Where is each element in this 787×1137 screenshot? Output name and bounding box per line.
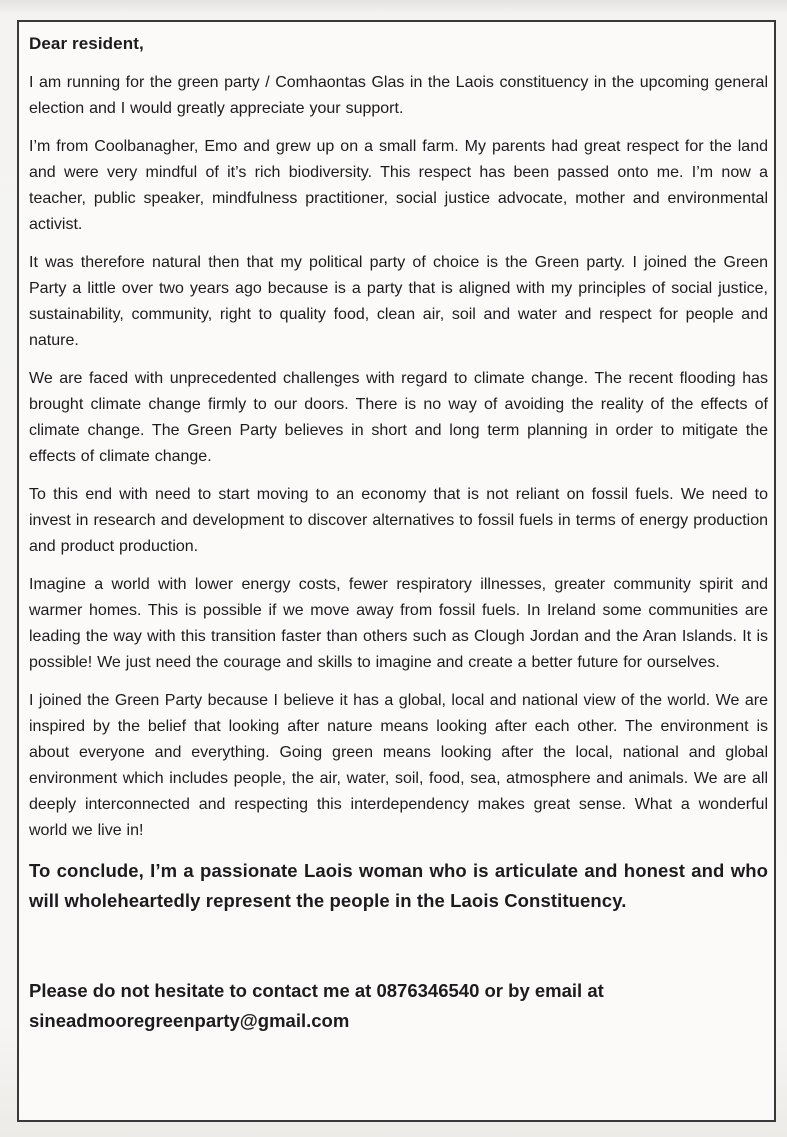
paragraph-imagine: Imagine a world with lower energy costs, fewer respiratory illnesses, greater community spirit and warmer homes. This is possible if we move away from fossil fuels. In Ireland some communities are leading the way with this transition faster than others such as Clough Jordan and the Aran Islands. It is possible! We just need the courage and skills to imagine and create a better future for ourselves. xyxy=(29,576,768,671)
closing-paragraph: To conclude, I’m a passionate Laois woman who is articulate and honest and who will wholeheartedly represent the people in the Laois Constituency. xyxy=(29,860,768,911)
contact-paragraph: Please do not hesitate to contact me at 0876346540 or by email at sineadmooregreenparty@gmail.com xyxy=(29,980,604,1031)
paragraph-background: I’m from Coolbanagher, Emo and grew up on a small farm. My parents had great respect for the land and were very mindful of it’s rich biodiversity. This respect has been passed onto me. I’m now a teacher, public speaker, mindfulness practitioner, social justice advocate, mother and environmental activist. xyxy=(29,138,768,233)
paragraph-global-view: I joined the Green Party because I believe it has a global, local and national view of the world. We are inspired by the belief that looking after nature means looking after each other. The environment is about everyone and everything. Going green means looking after the local, national and global environment which includes people, the air, water, soil, food, sea, atmosphere and animals. We are all deeply interconnected and respecting this interdependency makes great sense. What a wonderful world we live in! xyxy=(29,692,768,839)
letter-border-box xyxy=(17,20,776,1122)
paragraph-economy: To this end with need to start moving to an economy that is not reliant on fossil fuels. We need to invest in research and development to discover alternatives to fossil fuels in terms of energy production and product production. xyxy=(29,486,768,555)
paragraph-intro: I am running for the green party / Comhaontas Glas in the Laois constituency in the upcoming general election and I would greatly appreciate your support. xyxy=(29,74,768,117)
paragraph-party-choice: It was therefore natural then that my political party of choice is the Green party. I joined the Green Party a little over two years ago because is a party that is aligned with my principles of social justice, sustainability, community, right to quality food, clean air, soil and water and respect for people and nature. xyxy=(29,254,768,349)
paragraph-climate-change: We are faced with unprecedented challenges with regard to climate change. The recent flooding has brought climate change firmly to our doors. There is no way of avoiding the reality of the effects of climate change. The Green Party believes in short and long term planning in order to mitigate the effects of climate change. xyxy=(29,370,768,465)
salutation: Dear resident, xyxy=(29,34,144,53)
